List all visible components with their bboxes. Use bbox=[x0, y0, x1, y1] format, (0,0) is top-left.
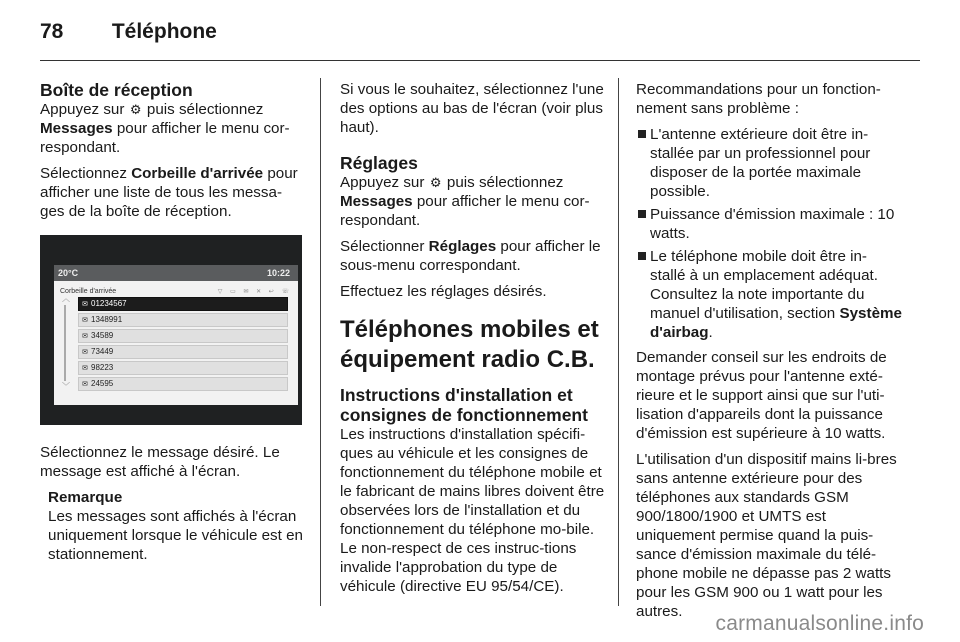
paragraph: Sélectionnez le message désiré. Le message est affiché à l'écran. bbox=[40, 444, 280, 480]
message-number: 34589 bbox=[91, 331, 114, 340]
column-divider bbox=[320, 78, 321, 606]
paragraph: Demander conseil sur les endroits de montage prévus pour l'antenne exté-rieure et le support ainsi que sur l'uti-lisation d'appareils dont la puissance d'émission est supérieure à 10 watts. bbox=[636, 349, 887, 442]
envelope-icon: ✉ bbox=[82, 333, 88, 340]
paragraph: Si vous le souhaitez, sélectionnez l'une des options au bas de l'écran (voir plus haut). bbox=[340, 81, 604, 136]
page-title: Téléphone bbox=[111, 20, 217, 43]
bullet-icon bbox=[638, 252, 646, 260]
list-item: L'antenne extérieure doit être in-stallée par un professionnel pour disposer de la portée maximale possible. bbox=[636, 125, 902, 201]
bullet-icon bbox=[638, 130, 646, 138]
status-icons: ▽ ▭ ✉ ✕ ↩ ☏ bbox=[217, 289, 292, 295]
chapter-title: Téléphones mobiles et équipement radio C.B. bbox=[340, 316, 599, 373]
list-item: Le téléphone mobile doit être in-stallé à un emplacement adéquat. Consultez la note importante du manuel d'utilisation, section Système d'airbag. bbox=[636, 247, 902, 342]
header-divider bbox=[40, 60, 920, 61]
message-number: 1348991 bbox=[91, 315, 123, 324]
subsection-heading: Instructions d'installation et consignes de fonctionnement bbox=[340, 385, 588, 425]
chevron-down-icon[interactable]: ﹀ bbox=[62, 382, 70, 391]
paragraph: Les instructions d'installation spécifi-ques au véhicule et les consignes de fonctionnement du téléphone mobile et le fabricant de mains libres doivent être observées lors de l'installation et du fonctionnement du téléphone mo-bile. Le non-respect de ces instruc-tions invalide l'approbation du type de véhicule (directive EU 95/54/CE). bbox=[340, 426, 605, 595]
page-header bbox=[40, 20, 217, 44]
status-bar bbox=[54, 265, 298, 281]
paragraph: Appuyez sur ⚙ puis sélectionnez Messages pour afficher le menu cor-respondant. bbox=[40, 101, 290, 156]
envelope-icon: ✉ bbox=[82, 317, 88, 324]
gear-icon: ⚙ bbox=[429, 175, 442, 190]
paragraph: Effectuez les réglages désirés. bbox=[340, 283, 547, 300]
menu-title: Corbeille d'arrivée bbox=[60, 288, 117, 295]
paragraph: Appuyez sur ⚙ puis sélectionnez Messages pour afficher le menu cor-respondant. bbox=[340, 174, 590, 229]
section-heading: Réglages bbox=[340, 153, 418, 173]
message-number: 01234567 bbox=[91, 299, 127, 308]
column-1 bbox=[40, 80, 305, 564]
envelope-icon: ✉ bbox=[82, 381, 88, 388]
list-item: Puissance d'émission maximale : 10 watts. bbox=[636, 205, 902, 243]
message-row[interactable] bbox=[78, 297, 288, 311]
message-row[interactable] bbox=[78, 345, 288, 359]
inbox-screenshot bbox=[40, 235, 302, 425]
column-2 bbox=[340, 80, 605, 603]
paragraph: Recommandations pour un fonction-nement sans problème : bbox=[636, 81, 881, 117]
remark-box bbox=[48, 488, 305, 564]
message-row[interactable] bbox=[78, 361, 288, 375]
message-row[interactable] bbox=[78, 377, 288, 391]
chevron-up-icon[interactable]: ︿ bbox=[62, 294, 70, 303]
display-screen bbox=[54, 265, 298, 405]
envelope-icon: ✉ bbox=[82, 349, 88, 356]
scrollbar[interactable] bbox=[62, 295, 68, 395]
section-heading: Boîte de réception bbox=[40, 80, 193, 100]
message-number: 98223 bbox=[91, 363, 114, 372]
recommendation-list bbox=[636, 125, 902, 342]
scroll-track bbox=[64, 305, 66, 381]
remark-text: Les messages sont affichés à l'écran uniquement lorsque le véhicule est en stationnement. bbox=[48, 508, 303, 563]
paragraph: Sélectionnez Corbeille d'arrivée pour afficher une liste de tous les messa-ges de la boîte de réception. bbox=[40, 165, 298, 220]
message-row[interactable] bbox=[78, 329, 288, 343]
message-list bbox=[78, 297, 288, 393]
message-number: 73449 bbox=[91, 347, 114, 356]
clock-readout: 10:22 bbox=[266, 268, 290, 278]
watermark: carmanualsonline.info bbox=[715, 612, 924, 635]
paragraph: L'utilisation d'un dispositif mains li-bres sans antenne extérieure pour des téléphones aux standards GSM 900/1800/1900 et UMTS est uniquement permise quand la puis-sance d'émission maximale du télé-phone mobile ne dépasse pas 2 watts pour les GSM 900 ou 1 watt pour les autres. bbox=[636, 451, 897, 620]
column-divider bbox=[618, 78, 619, 606]
bullet-icon bbox=[638, 210, 646, 218]
page-number: 78 bbox=[40, 20, 64, 43]
gear-icon: ⚙ bbox=[129, 102, 142, 117]
envelope-icon: ✉ bbox=[82, 301, 88, 308]
envelope-icon: ✉ bbox=[82, 365, 88, 372]
remark-title: Remarque bbox=[48, 489, 123, 506]
message-number: 24595 bbox=[91, 379, 114, 388]
paragraph: Sélectionner Réglages pour afficher le sous-menu correspondant. bbox=[340, 238, 601, 274]
message-row[interactable] bbox=[78, 313, 288, 327]
column-3 bbox=[636, 80, 902, 628]
temperature-readout: 20°C bbox=[58, 268, 79, 278]
